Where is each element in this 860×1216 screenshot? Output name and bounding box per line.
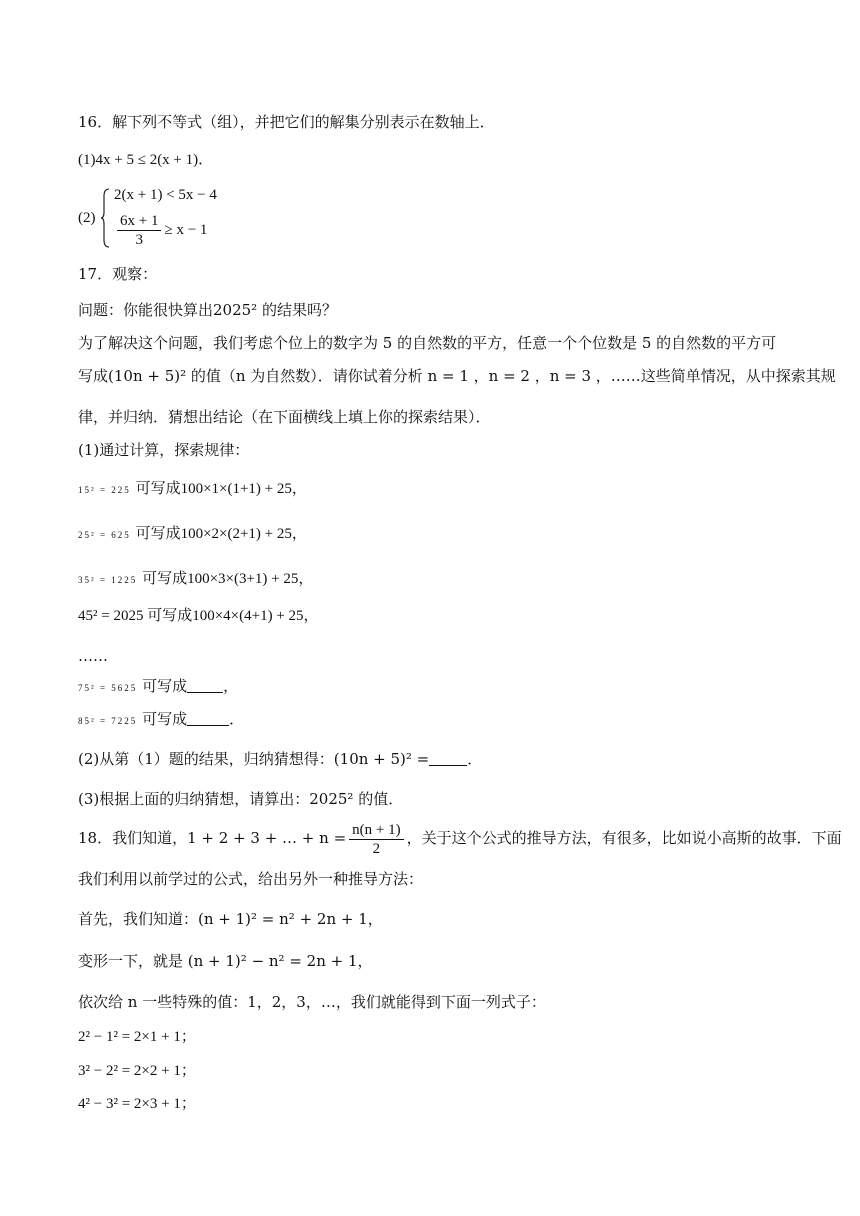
fraction-numerator: n(n + 1)	[349, 821, 403, 840]
q17-part2	[78, 749, 482, 769]
q17-intro-line1: 为了解决这个问题，我们考虑个位上的数字为 5 的自然数的平方，任意一个个位数是 5 的自然数的平方可	[78, 334, 777, 352]
q18-title	[78, 818, 842, 858]
row-rhs: 可写成	[142, 677, 188, 695]
q16-part1-label: (1)	[78, 152, 96, 168]
fraction-denominator: 2	[372, 840, 381, 857]
q18-title-a: 18．我们知道，1 + 2 + 3 + … + n =	[78, 829, 347, 847]
q17-row4	[78, 606, 319, 626]
q17-ellipsis: ……	[78, 647, 108, 665]
q16-system-eq1: 2(x + 1) < 5x − 4	[114, 187, 217, 203]
q18-line4: 变形一下，就是 (n + 1)² − n² = 2n + 1，	[78, 952, 373, 970]
row-end: ．	[229, 710, 245, 728]
row-lhs: 75² = 5625	[78, 683, 138, 693]
row-lhs: 85² = 7225	[78, 716, 138, 726]
answer-blank[interactable]	[187, 678, 223, 693]
row-lhs: 45² = 2025	[78, 608, 144, 624]
row-lhs: 15² = 225	[78, 485, 131, 495]
row-rhs: 可写成100×4×(4+1) + 25，	[147, 608, 319, 624]
answer-blank[interactable]	[429, 751, 467, 766]
q18-fraction	[349, 821, 403, 858]
q16-system-fraction	[117, 212, 161, 249]
row-rhs: 可写成100×1×(1+1) + 25，	[135, 481, 307, 497]
q17-row1	[78, 478, 307, 500]
answer-blank[interactable]	[187, 711, 229, 726]
q18-eq1: 2² − 1² = 2×1 + 1；	[78, 1029, 196, 1045]
q16-part1	[78, 150, 213, 170]
q18-eq2: 3² − 2² = 2×2 + 1；	[78, 1063, 196, 1079]
q17-row5	[78, 676, 238, 698]
q16-system-eq2	[114, 212, 207, 249]
row-rhs: 可写成	[142, 710, 188, 728]
row-rhs: 可写成100×2×(2+1) + 25，	[135, 526, 307, 542]
q18-eq3: 4² − 3² = 2×3 + 1；	[78, 1096, 196, 1112]
fraction-denominator: 3	[135, 232, 143, 248]
q18-title-b: ，关于这个公式的推导方法，有很多，比如说小高斯的故事．下面	[406, 829, 842, 847]
q17-intro-line3: 律，并归纳．猜想出结论（在下面横线上填上你的探索结果）．	[78, 408, 491, 426]
q16-title: 16．解下列不等式（组），并把它们的解集分别表示在数轴上．	[78, 113, 495, 131]
q17-part2-end: ．	[467, 750, 483, 768]
row-end: ，	[223, 677, 239, 695]
q17-row2	[78, 523, 307, 545]
q17-intro-line2: 写成(10n + 5)² 的值（n 为自然数）．请你试着分析 n = 1 ，n = 2 ，n = 3 ，……这些简单情况，从中探索其规	[78, 367, 836, 385]
q17-row3	[78, 568, 313, 590]
q18-line3: 首先，我们知道：(n + 1)² = n² + 2n + 1，	[78, 910, 383, 928]
row-lhs: 35² = 1225	[78, 575, 138, 585]
q16-system-eq2-rest: ≥ x − 1	[164, 221, 208, 238]
q17-question: 问题：你能很快算出2025² 的结果吗？	[78, 301, 337, 319]
q16-part2-label: (2)	[78, 210, 96, 226]
q17-title: 17．观察：	[78, 265, 158, 283]
row-rhs: 可写成100×3×(3+1) + 25，	[142, 571, 314, 587]
q18-line2: 我们利用以前学过的公式，给出另外一种推导方法：	[78, 870, 424, 888]
q17-part2-text: (2)从第（1）题的结果，归纳猜想得：(10n + 5)² =	[78, 750, 430, 768]
row-lhs: 25² = 625	[78, 530, 131, 540]
q17-part1-title: (1)通过计算，探索规律：	[78, 441, 250, 459]
q16-part1-expr: 4x + 5 ≤ 2(x + 1)	[95, 152, 199, 168]
q17-part3: (3)根据上面的归纳猜想，请算出：2025² 的值．	[78, 790, 404, 808]
q16-part1-end: ．	[198, 152, 214, 168]
fraction-numerator: 6x + 1	[117, 212, 161, 231]
q17-row6	[78, 709, 244, 731]
q18-line5: 依次给 n 一些特殊的值：1，2，3，…，我们就能得到下面一列式子：	[78, 993, 546, 1011]
brace-icon	[100, 188, 110, 248]
